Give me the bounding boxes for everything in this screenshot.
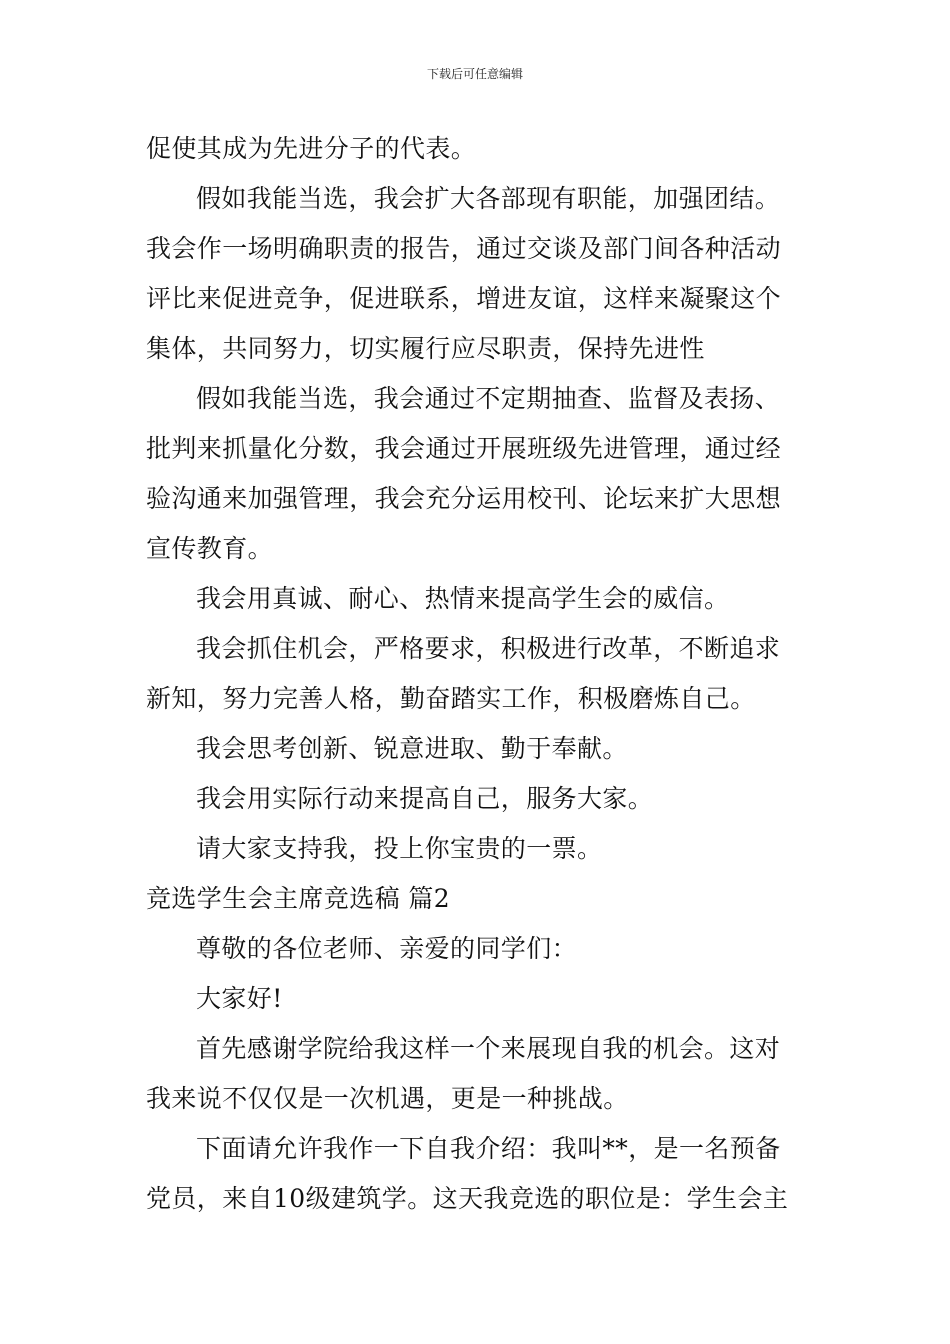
paragraph-start: 假如我能当选，我会扩大各部现有职能，加强团结。 xyxy=(196,184,781,213)
paragraph-start: 我会用真诚、耐心、热情来提高学生会的威信。 xyxy=(196,584,730,613)
body-line: 党员，来自10级建筑学。这天我竞选的职位是：学生会主 xyxy=(146,1184,789,1213)
body-line: 评比来促进竞争，促进联系，增进友谊，这样来凝聚这个 xyxy=(146,284,782,313)
body-line: 我来说不仅仅是一次机遇，更是一种挑战。 xyxy=(146,1084,629,1113)
page-header: 下载后可任意编辑 xyxy=(426,67,523,81)
body-line: 集体，共同努力，切实履行应尽职责，保持先进性 xyxy=(146,334,705,363)
body-line: 验沟通来加强管理，我会充分运用校刊、论坛来扩大思想 xyxy=(146,484,782,513)
body-line: 新知，努力完善人格，勤奋踏实工作，积极磨炼自己。 xyxy=(146,684,756,713)
greeting: 大家好! xyxy=(196,984,283,1013)
body-line: 促使其成为先进分子的代表。 xyxy=(146,134,477,163)
body-line: 批判来抓量化分数，我会通过开展班级先进管理，通过经 xyxy=(146,434,782,463)
body-line: 宣传教育。 xyxy=(146,534,274,563)
paragraph-start: 我会思考创新、锐意进取、勤于奉献。 xyxy=(196,734,628,763)
paragraph-start: 我会用实际行动来提高自己，服务大家。 xyxy=(196,784,654,813)
paragraph-start: 我会抓住机会，严格要求，积极进行改革，不断追求 xyxy=(196,634,781,663)
section-heading: 竞选学生会主席竞选稿 篇2 xyxy=(146,884,451,913)
paragraph-start: 首先感谢学院给我这样一个来展现自我的机会。这对 xyxy=(196,1034,781,1063)
paragraph-start: 下面请允许我作一下自我介绍：我叫**，是一名预备 xyxy=(196,1134,781,1163)
salutation: 尊敬的各位老师、亲爱的同学们： xyxy=(196,934,578,963)
body-line: 我会作一场明确职责的报告，通过交谈及部门间各种活动 xyxy=(146,234,782,263)
paragraph-start: 假如我能当选，我会通过不定期抽查、监督及表扬、 xyxy=(196,384,781,413)
paragraph-start: 请大家支持我，投上你宝贵的一票。 xyxy=(196,834,603,863)
